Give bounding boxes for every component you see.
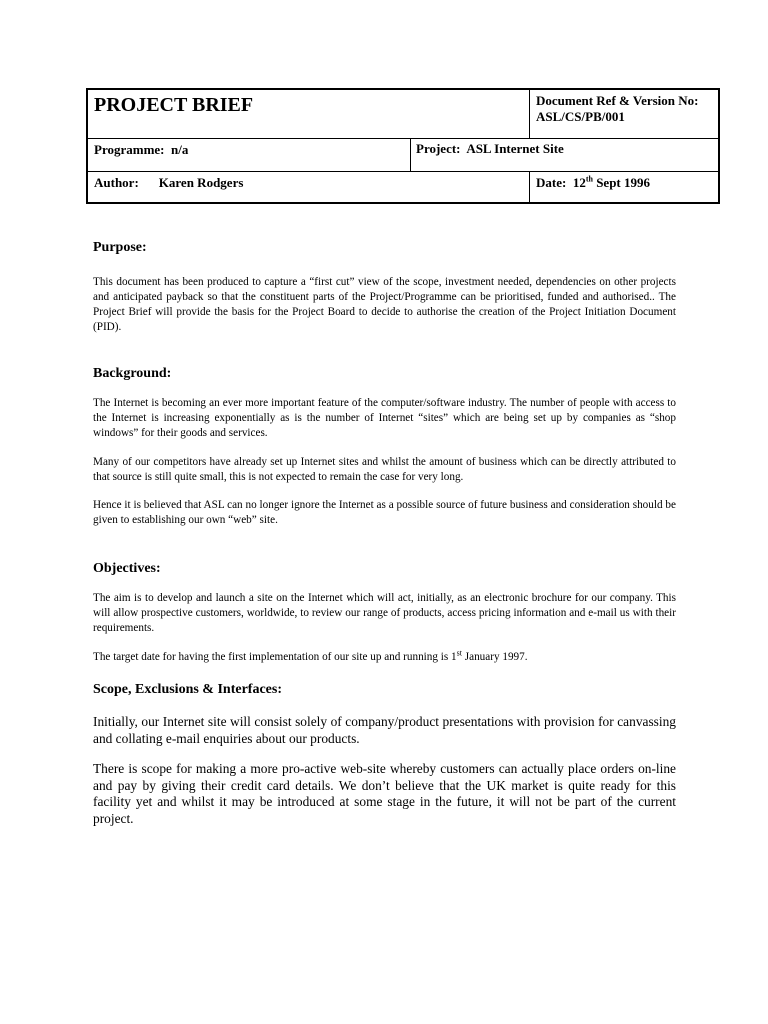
date-label: Date: (536, 175, 567, 190)
programme-value: n/a (171, 142, 189, 157)
author-value: Karen Rodgers (158, 175, 244, 190)
header-row-divider (88, 171, 718, 172)
project-label: Project: (416, 141, 461, 156)
objectives-paragraph-2 (93, 650, 676, 665)
scope-paragraph-1: Initially, our Internet site will consist solely of company/product presentations with provision for canvassing and collating e-mail enquiries about our products. (93, 714, 676, 746)
header-row-divider (88, 138, 718, 139)
author-label: Author: (94, 175, 139, 190)
objectives-target-text: The target date for having the first implementation of our site up and running is 1 (93, 651, 457, 663)
project-value: ASL Internet Site (466, 141, 564, 156)
background-paragraph-1: The Internet is becoming an ever more important feature of the computer/software industry. The number of people with access to the Internet is increasing exponentially as is the number of Internet “sites” which are being set up by companies as “shop windows” for their goods and services. (93, 397, 676, 439)
document-ref-label: Document Ref & Version No: (536, 93, 699, 108)
header-col-divider (529, 90, 530, 138)
header-col-divider (529, 171, 530, 204)
scope-paragraph-2: There is scope for making a more pro-active web-site whereby customers can actually place orders on-line and pay by giving their credit card details. We don’t believe that the UK market is quite ready for this facility yet and whilst it may be introduced at some stage in the future, it will not be part of the current project. (93, 761, 676, 826)
document-ref-value: ASL/CS/PB/001 (536, 109, 625, 124)
document-title: PROJECT BRIEF (94, 94, 254, 116)
date-suffix: th (585, 174, 593, 184)
objectives-target-date: January 1997. (461, 651, 528, 663)
background-paragraph-3: Hence it is believed that ASL can no longer ignore the Internet as a possible source of future business and consideration should be given to establishing our own “web” site. (93, 499, 676, 526)
purpose-paragraph: This document has been produced to capture a “first cut” view of the scope, investment needed, dependencies on other projects and anticipated payback so that the constituent parts of the Project/Programme can be prioritised, funded and authorised.. The Project Brief will provide the basis for the Project Board to decide to authorise the creation of the Project Initiation Document (PID). (93, 276, 676, 333)
programme-label: Programme: (94, 142, 165, 157)
objectives-paragraph-1: The aim is to develop and launch a site on the Internet which will act, initially, as an electronic brochure for our company. This will allow prospective customers, worldwide, to review our range of products, access pricing information and e-mail us with their requirements. (93, 592, 676, 634)
background-paragraph-2: Many of our competitors have already set up Internet sites and whilst the amount of business which can be directly attributed to that source is still quite small, this is not expected to remain the case for very long. (93, 456, 676, 483)
programme-field (94, 142, 188, 158)
header-table (86, 88, 720, 204)
background-heading: Background: (93, 366, 172, 381)
objectives-target-suffix: st (456, 648, 462, 658)
header-col-divider (410, 138, 411, 171)
date-field (536, 175, 650, 191)
author-field (94, 175, 243, 191)
project-field (416, 141, 564, 157)
date-day: 12 (572, 175, 586, 190)
objectives-heading: Objectives: (93, 561, 161, 576)
date-rest: Sept 1996 (596, 175, 651, 190)
purpose-heading: Purpose: (93, 240, 147, 255)
scope-heading: Scope, Exclusions & Interfaces: (93, 682, 282, 697)
